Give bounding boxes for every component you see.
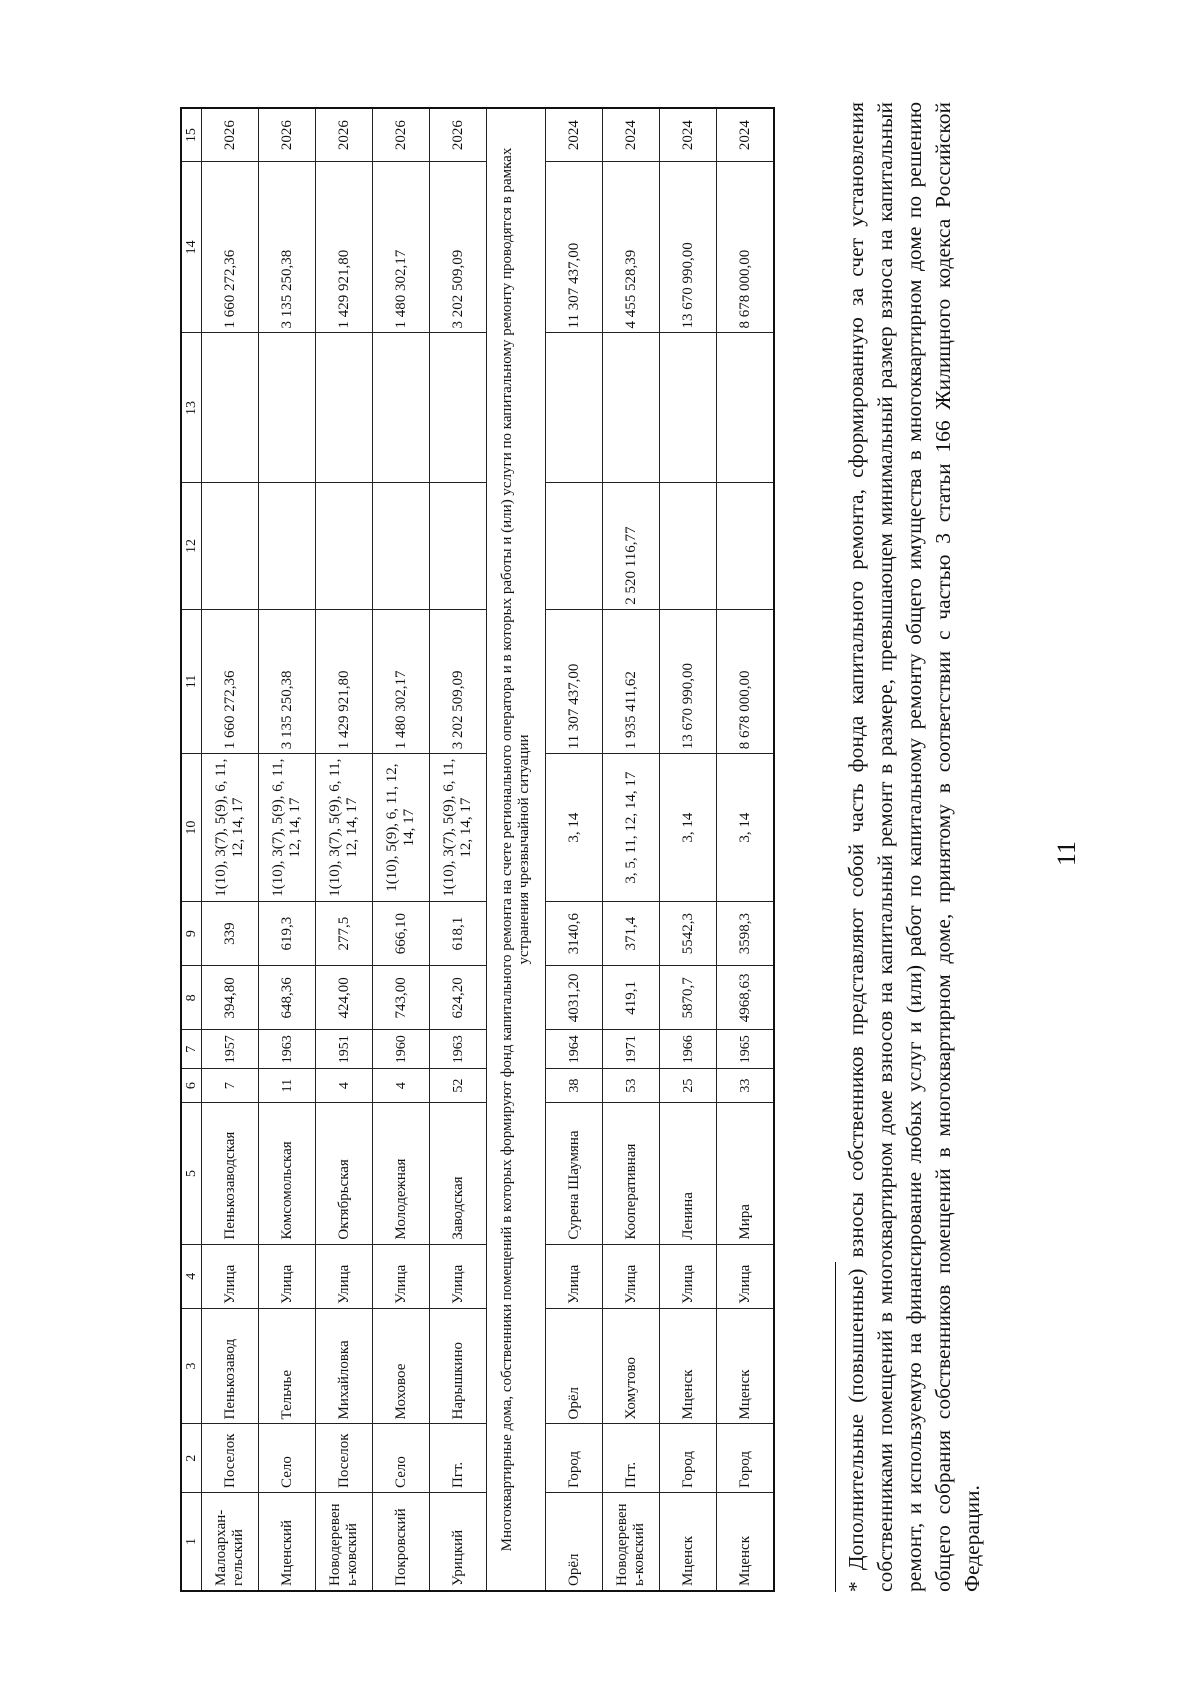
table-cell-c10: 3, 14 <box>717 754 775 902</box>
table-cell-c10: 1(10), 3(7), 5(9), 6, 11, 12, 14, 17 <box>430 754 487 902</box>
table-cell-c14: 11 307 437,00 <box>546 162 603 333</box>
table-cell-c13 <box>373 333 430 483</box>
table-row <box>603 108 660 1591</box>
table-cell-c10: 1(10), 3(7), 5(9), 6, 11, 12, 14, 17 <box>202 754 259 902</box>
table-row <box>546 108 603 1591</box>
table-cell-c13 <box>546 333 603 483</box>
table-cell-c15: 2024 <box>603 108 660 162</box>
table-cell-c2: Поселок <box>202 1424 259 1493</box>
table-cell-c2: Село <box>259 1424 316 1493</box>
table-cell-c8: 419,1 <box>603 966 660 1030</box>
table-cell-c1: Мценск <box>660 1493 717 1592</box>
table-row <box>660 108 717 1591</box>
table-cell-c1: Новодеревень-ковский <box>603 1493 660 1592</box>
table-cell-c7: 1963 <box>430 1030 487 1069</box>
table-cell-c4: Улица <box>316 1244 373 1308</box>
table-cell-c11: 3 135 250,38 <box>259 609 316 754</box>
table-cell-c6: 4 <box>373 1069 430 1103</box>
table-cell-c10: 3, 14 <box>546 754 603 902</box>
table-cell-c3: Нарышкино <box>430 1308 487 1424</box>
table-cell-c9: 277,5 <box>316 902 373 966</box>
table-cell-c6: 38 <box>546 1069 603 1103</box>
table-cell-c15: 2024 <box>546 108 603 162</box>
table-cell-c5: Сурена Шаумяна <box>546 1103 603 1244</box>
table-cell-c3: Мценск <box>660 1308 717 1424</box>
column-number-11: 11 <box>181 609 202 754</box>
table-cell-c14: 1 429 921,80 <box>316 162 373 333</box>
table-cell-c12: 2 520 116,77 <box>603 483 660 609</box>
table-cell-c3: Мценск <box>717 1308 775 1424</box>
table-cell-c7: 1960 <box>373 1030 430 1069</box>
table-cell-c9: 618,1 <box>430 902 487 966</box>
table-cell-c1: Новодеревень-ковский <box>316 1493 373 1592</box>
table-row <box>316 108 373 1591</box>
table-cell-c8: 4968,63 <box>717 966 775 1030</box>
table-cell-c4: Улица <box>373 1244 430 1308</box>
column-number-2: 2 <box>181 1424 202 1493</box>
table-cell-c8: 5870,7 <box>660 966 717 1030</box>
table-cell-c5: Комсомольская <box>259 1103 316 1244</box>
table-cell-c5: Ленина <box>660 1103 717 1244</box>
table-row <box>259 108 316 1591</box>
table-cell-c11: 1 935 411,62 <box>603 609 660 754</box>
table-cell-c2: Город <box>546 1424 603 1493</box>
table-cell-c15: 2024 <box>660 108 717 162</box>
table-row <box>717 108 775 1591</box>
column-number-7: 7 <box>181 1030 202 1069</box>
table-cell-c12 <box>546 483 603 609</box>
table-cell-c4: Улица <box>202 1244 259 1308</box>
column-number-12: 12 <box>181 483 202 609</box>
column-number-14: 14 <box>181 162 202 333</box>
table-cell-c10: 1(10), 5(9), 6, 11, 12, 14, 17 <box>373 754 430 902</box>
table-cell-c10: 1(10), 3(7), 5(9), 6, 11, 12, 14, 17 <box>316 754 373 902</box>
table-cell-c6: 25 <box>660 1069 717 1103</box>
footnote-text: * Дополнительные (повышенные) взносы собственников представляют собой часть фонда капитального ремонта, сформированную за счет установления собственниками помещений в многоквартирном доме взносов на капитальный ремонт в размере, превышающем минимальный размер взноса на капитальный ремонт, и используемую на финансирование любых услуг и (или) работ по капитальному ремонту общего имущества в многоквартирном доме по решению общего собрания собственников помещений в многоквартирном доме, принятому в соответствии с частью 3 статьи 166 Жилищного кодекса Российской Федерации. <box>844 102 984 1592</box>
table-cell-c9: 5542,3 <box>660 902 717 966</box>
table-cell-c13 <box>259 333 316 483</box>
table-cell-c7: 1964 <box>546 1030 603 1069</box>
table-cell-c15: 2026 <box>316 108 373 162</box>
table-cell-c4: Улица <box>259 1244 316 1308</box>
column-number-9: 9 <box>181 902 202 966</box>
table-cell-c10: 3, 14 <box>660 754 717 902</box>
table-cell-c7: 1965 <box>717 1030 775 1069</box>
table-cell-c8: 4031,20 <box>546 966 603 1030</box>
table-cell-c6: 33 <box>717 1069 775 1103</box>
table-cell-c13 <box>202 333 259 483</box>
table-cell-c2: Город <box>660 1424 717 1493</box>
table-cell-c3: Михайловка <box>316 1308 373 1424</box>
column-number-3: 3 <box>181 1308 202 1424</box>
table-cell-c1: Мценск <box>717 1493 775 1592</box>
table-cell-c1: Покровский <box>373 1493 430 1592</box>
table-cell-c9: 666,10 <box>373 902 430 966</box>
table-cell-c12 <box>660 483 717 609</box>
table-cell-c6: 53 <box>603 1069 660 1103</box>
table-cell-c11: 1 660 272,36 <box>202 609 259 754</box>
table-cell-c15: 2026 <box>202 108 259 162</box>
table-cell-c10: 1(10), 3(7), 5(9), 6, 11, 12, 14, 17 <box>259 754 316 902</box>
table-cell-c11: 13 670 990,00 <box>660 609 717 754</box>
table-row <box>373 108 430 1591</box>
table-cell-c1: Мценский <box>259 1493 316 1592</box>
table-cell-c11: 8 678 000,00 <box>717 609 775 754</box>
table-cell-c2: Город <box>717 1424 775 1493</box>
table-cell-c5: Молодежная <box>373 1103 430 1244</box>
table-cell-c3: Моховое <box>373 1308 430 1424</box>
table-cell-c5: Пенькозаводская <box>202 1103 259 1244</box>
column-number-5: 5 <box>181 1103 202 1244</box>
table-cell-c9: 3598,3 <box>717 902 775 966</box>
table-cell-c12 <box>259 483 316 609</box>
column-number-8: 8 <box>181 966 202 1030</box>
table-cell-c15: 2026 <box>259 108 316 162</box>
table-cell-c12 <box>717 483 775 609</box>
table-cell-c15: 2026 <box>373 108 430 162</box>
table-cell-c3: Орёл <box>546 1308 603 1424</box>
table-row <box>430 108 487 1591</box>
table-cell-c15: 2026 <box>430 108 487 162</box>
table-cell-c7: 1963 <box>259 1030 316 1069</box>
column-number-15: 15 <box>181 108 202 162</box>
footnote-divider <box>835 1262 836 1592</box>
table-cell-c4: Улица <box>546 1244 603 1308</box>
column-numbers-row <box>181 108 202 1591</box>
buildings-table <box>180 107 775 1592</box>
table-cell-c13 <box>717 333 775 483</box>
table-cell-c1: Орёл <box>546 1493 603 1592</box>
column-number-10: 10 <box>181 754 202 902</box>
table-cell-c6: 52 <box>430 1069 487 1103</box>
table-cell-c4: Улица <box>430 1244 487 1308</box>
table-cell-c13 <box>316 333 373 483</box>
table-cell-c3: Тельчье <box>259 1308 316 1424</box>
table-cell-c9: 3140,6 <box>546 902 603 966</box>
table-cell-c12 <box>202 483 259 609</box>
table-cell-c11: 11 307 437,00 <box>546 609 603 754</box>
table-cell-c8: 394,80 <box>202 966 259 1030</box>
table-cell-c6: 7 <box>202 1069 259 1103</box>
table-cell-c1: Урицкий <box>430 1493 487 1592</box>
section-title: Многоквартирные дома, собственники помещений в которых формируют фонд капитального ремонта на счете регионального оператора и в которых работы и (или) услуги по капитальному ремонту проводятся в рамках устранения чрезвычайной ситуации <box>487 108 546 1591</box>
page-number: 11 <box>1052 840 1081 867</box>
table-cell-c10: 3, 5, 11, 12, 14, 17 <box>603 754 660 902</box>
table-row <box>202 108 259 1591</box>
section-row <box>487 108 546 1591</box>
table-cell-c13 <box>430 333 487 483</box>
table-cell-c14: 13 670 990,00 <box>660 162 717 333</box>
table-cell-c12 <box>316 483 373 609</box>
table-cell-c2: Поселок <box>316 1424 373 1493</box>
table-cell-c7: 1971 <box>603 1030 660 1069</box>
table-cell-c5: Октябрьская <box>316 1103 373 1244</box>
table-cell-c8: 624,20 <box>430 966 487 1030</box>
column-number-13: 13 <box>181 333 202 483</box>
table-cell-c6: 11 <box>259 1069 316 1103</box>
table-cell-c12 <box>373 483 430 609</box>
table-cell-c11: 1 480 302,17 <box>373 609 430 754</box>
column-number-4: 4 <box>181 1244 202 1308</box>
table-cell-c7: 1957 <box>202 1030 259 1069</box>
table-cell-c4: Улица <box>603 1244 660 1308</box>
table-cell-c4: Улица <box>660 1244 717 1308</box>
table-cell-c9: 619,3 <box>259 902 316 966</box>
table-cell-c14: 1 660 272,36 <box>202 162 259 333</box>
table-cell-c2: Пгт. <box>430 1424 487 1493</box>
table-cell-c13 <box>660 333 717 483</box>
table-cell-c14: 3 135 250,38 <box>259 162 316 333</box>
column-number-6: 6 <box>181 1069 202 1103</box>
footnote <box>835 102 987 1592</box>
table-cell-c8: 648,36 <box>259 966 316 1030</box>
table-cell-c15: 2024 <box>717 108 775 162</box>
table-cell-c2: Пгт. <box>603 1424 660 1493</box>
table-cell-c14: 1 480 302,17 <box>373 162 430 333</box>
table-cell-c5: Мира <box>717 1103 775 1244</box>
table-cell-c6: 4 <box>316 1069 373 1103</box>
table-cell-c5: Кооперативная <box>603 1103 660 1244</box>
table-cell-c1: Малоархан-гельский <box>202 1493 259 1592</box>
table-cell-c14: 3 202 509,09 <box>430 162 487 333</box>
table-cell-c14: 4 455 528,39 <box>603 162 660 333</box>
column-number-1: 1 <box>181 1493 202 1592</box>
table-cell-c8: 743,00 <box>373 966 430 1030</box>
table-cell-c3: Хомутово <box>603 1308 660 1424</box>
table-cell-c12 <box>430 483 487 609</box>
table-cell-c8: 424,00 <box>316 966 373 1030</box>
table-cell-c2: Село <box>373 1424 430 1493</box>
table-cell-c9: 339 <box>202 902 259 966</box>
table-cell-c3: Пенькозавод <box>202 1308 259 1424</box>
table-cell-c9: 371,4 <box>603 902 660 966</box>
table-cell-c13 <box>603 333 660 483</box>
table-cell-c5: Заводская <box>430 1103 487 1244</box>
table-cell-c11: 1 429 921,80 <box>316 609 373 754</box>
table-cell-c11: 3 202 509,09 <box>430 609 487 754</box>
table-cell-c4: Улица <box>717 1244 775 1308</box>
table-cell-c14: 8 678 000,00 <box>717 162 775 333</box>
table-cell-c7: 1951 <box>316 1030 373 1069</box>
table-cell-c7: 1966 <box>660 1030 717 1069</box>
